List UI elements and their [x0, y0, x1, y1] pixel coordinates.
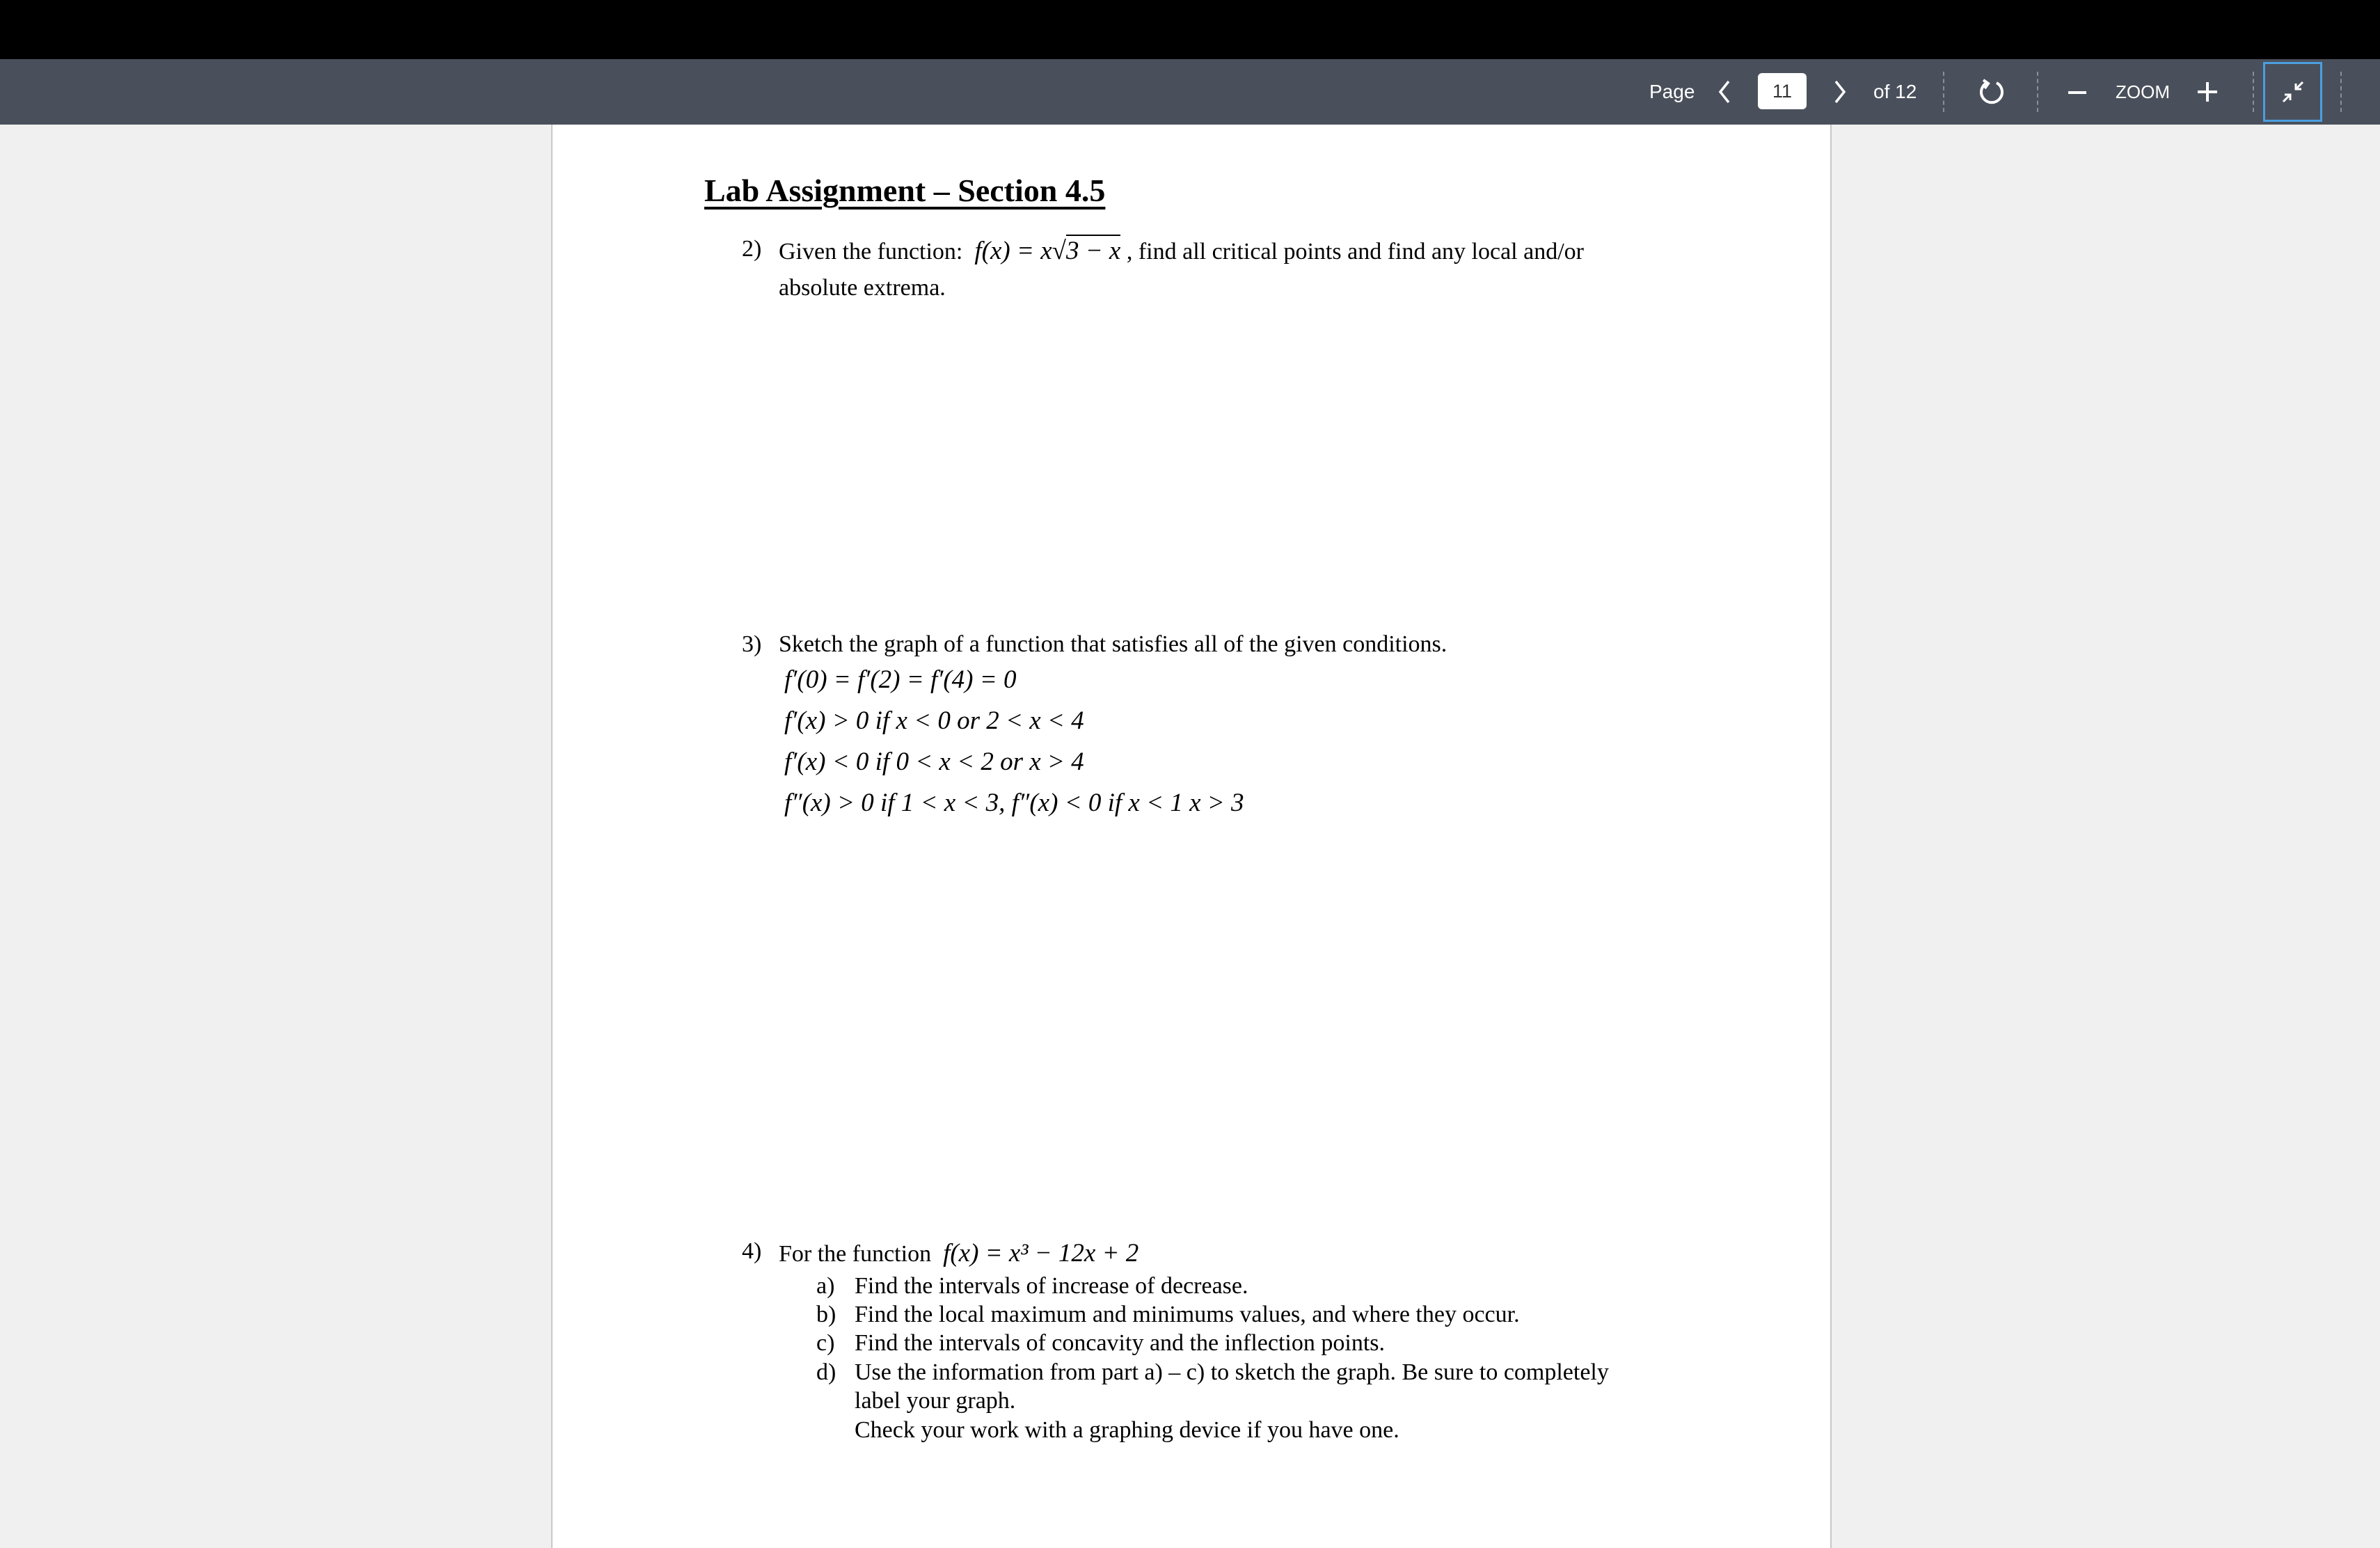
- q4-part-label: c): [816, 1330, 835, 1356]
- chevron-left-icon: [1716, 79, 1733, 104]
- q2-number: 2): [742, 236, 762, 262]
- prev-page-button[interactable]: [1716, 59, 1733, 125]
- q4-prefix: For the function: [779, 1241, 932, 1267]
- next-page-button[interactable]: [1832, 59, 1848, 125]
- rotate-button[interactable]: [1976, 59, 2007, 125]
- plus-icon: [2196, 81, 2219, 103]
- q2-line2: absolute extrema.: [779, 275, 946, 301]
- q4-part-text: Find the local maximum and minimums values, and where they occur.: [855, 1302, 1520, 1327]
- q3-condition: f′(x) < 0 if 0 < x < 2 or x > 4: [784, 748, 1084, 776]
- q4-text: [779, 1238, 1139, 1268]
- zoom-out-button[interactable]: [2067, 59, 2088, 125]
- q3-condition: f′(0) = f′(2) = f′(4) = 0: [784, 665, 1017, 694]
- divider: [2253, 72, 2254, 112]
- minus-icon: [2067, 81, 2088, 102]
- q2-suffix: , find all critical points and find any local and/or: [1126, 239, 1584, 264]
- q4-part-label: b): [816, 1302, 836, 1327]
- q4-part-text: Find the intervals of increase of decrease.: [855, 1273, 1248, 1299]
- pdf-toolbar: [0, 59, 2380, 125]
- q4-part-label: a): [816, 1273, 835, 1299]
- divider: [2037, 72, 2038, 112]
- q3-condition: f′(x) > 0 if x < 0 or 2 < x < 4: [784, 706, 1084, 735]
- q4-formula: f(x) = x³ − 12x + 2: [943, 1239, 1139, 1267]
- exit-fullscreen-button[interactable]: [2263, 62, 2322, 122]
- zoom-label: ZOOM: [2116, 81, 2170, 102]
- q4-part-text: Find the intervals of concavity and the inflection points.: [855, 1330, 1385, 1356]
- exit-fullscreen-icon: [2279, 78, 2307, 106]
- q4-d-line2: label your graph.: [855, 1388, 1016, 1414]
- page-title: Lab Assignment – Section 4.5: [704, 173, 1106, 208]
- page-label: Page: [1649, 81, 1695, 102]
- pdf-page: [551, 125, 1832, 1548]
- q2-text: [779, 236, 1584, 266]
- q2-formula: f(x) = x√3 − x: [974, 235, 1120, 265]
- rotate-icon: [1976, 77, 2007, 107]
- q3-text: Sketch the graph of a function that satisfies all of the given conditions.: [779, 631, 1447, 657]
- divider: [1943, 72, 1944, 112]
- chevron-right-icon: [1832, 79, 1848, 104]
- q4-number: 4): [742, 1238, 762, 1264]
- q2-formula-radicand: 3 − x: [1066, 235, 1120, 265]
- q4-part-label: d): [816, 1359, 836, 1385]
- q4-part-text: Use the information from part a) – c) to sketch the graph. Be sure to completely: [855, 1359, 1609, 1385]
- divider: [2340, 72, 2342, 112]
- q2-formula-lhs: f(x) = x: [974, 237, 1052, 265]
- q2-prefix: Given the function:: [779, 239, 963, 264]
- q4-d-line3: Check your work with a graphing device if you have one.: [855, 1417, 1399, 1443]
- zoom-in-button[interactable]: [2196, 59, 2219, 125]
- page-number-input[interactable]: [1758, 73, 1807, 109]
- page-count: of 12: [1873, 81, 1917, 102]
- top-black-bar: [0, 0, 2380, 59]
- q3-condition: f″(x) > 0 if 1 < x < 3, f″(x) < 0 if x < 1 x > 3: [784, 789, 1244, 817]
- q3-number: 3): [742, 631, 762, 657]
